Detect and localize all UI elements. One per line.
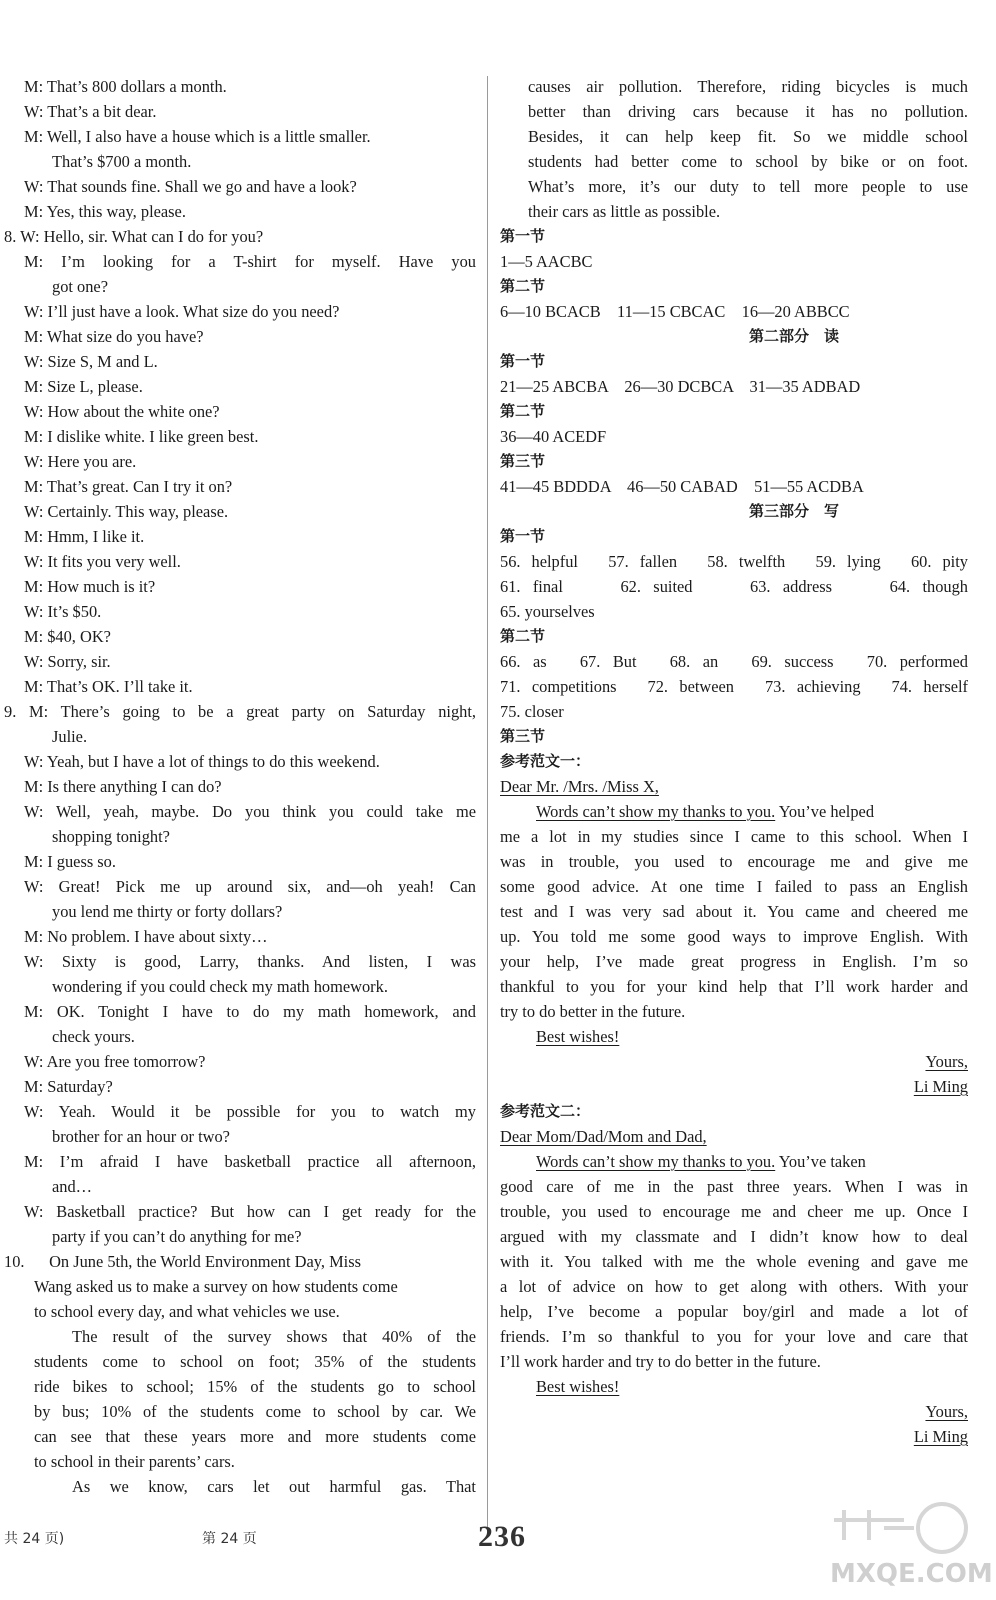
text-line: W: I’ll just have a look. What size do you need? [24, 302, 340, 321]
text-line: brother for an hour or two? [52, 1127, 230, 1146]
signoff-text: Yours, [925, 1052, 968, 1071]
column-divider [487, 76, 488, 1536]
watermark-text: MXQE.COM [830, 1559, 993, 1589]
text-line: and… [52, 1177, 93, 1196]
text-line: That’s $700 a month. [52, 152, 192, 171]
text-line: W: Size S, M and L. [24, 352, 158, 371]
text-line: Besides, it can help keep fit. So we middle school [528, 127, 968, 146]
answer-line: 21—25 ABCBA 26—30 DCBCA 31—35 ADBAD [500, 377, 861, 396]
text-line: help, I’ve become a popular boy/girl and made a lot of [500, 1302, 968, 1321]
section-heading: 第二节 [500, 627, 546, 645]
text-line: M: How much is it? [24, 577, 156, 596]
signoff-text: Yours, [925, 1402, 968, 1421]
answer-line: 66. as 67. But 68. an 69. success 70. performed [500, 652, 968, 671]
part-heading: 第三部分 写 [748, 502, 839, 520]
text-line: M: I guess so. [24, 852, 116, 871]
text-line: M: $40, OK? [24, 627, 111, 646]
text-line: trouble, you used to encourage me and cheer me up. Once I [500, 1202, 968, 1221]
text-line: W: Well, yeah, maybe. Do you think you could take me [24, 802, 476, 821]
underlined-sentence: Words can’t show my thanks to you. [536, 1152, 776, 1171]
text-line: As we know, cars let out harmful gas. That [72, 1477, 476, 1496]
sample-heading-2: 参考范文二： [500, 1102, 591, 1120]
text-line: M: That’s great. Can I try it on? [24, 477, 233, 496]
signature [500, 1074, 968, 1099]
text-line: What’s more, it’s our duty to tell more people to use [528, 177, 968, 196]
text-line: try to do better in the future. [500, 1002, 686, 1021]
text-line: W: Certainly. This way, please. [24, 502, 229, 521]
section-heading: 第一节 [500, 227, 546, 245]
text-line: was in trouble, you used to encourage me and give me [500, 852, 968, 871]
signature-text: Li Ming [913, 1077, 968, 1096]
closing [500, 1374, 968, 1399]
answer-line: 65. yourselves [500, 602, 595, 621]
closing-text: Best wishes! [536, 1027, 620, 1046]
answer-line: 1—5 AACBC [500, 252, 593, 271]
text-line: M: What size do you have? [24, 327, 204, 346]
text-line: ride bikes to school; 15% of the students go to school [34, 1377, 476, 1396]
sentence-continuation: You’ve helped [775, 802, 875, 821]
text-line: W: Yeah. Would it be possible for you to watch my [24, 1102, 476, 1121]
text-line: W: Sorry, sir. [24, 652, 111, 671]
section-heading: 第二节 [500, 277, 546, 295]
answer-line: 36—40 ACEDF [500, 427, 607, 446]
answer-line: 56. helpful 57. fallen 58. twelfth 59. lying 60. pity [500, 552, 968, 571]
text-line: to school in their parents’ cars. [34, 1452, 235, 1471]
salutation-text: Dear Mom/Dad/Mom and Dad, [500, 1127, 707, 1146]
text-line: up. You told me some good ways to improve English. With [500, 927, 968, 946]
text-line: argued with my classmate and I didn’t know how to deal [500, 1227, 968, 1246]
text-line: good care of me in the past three years. When I was in [500, 1177, 968, 1196]
text-line: thankful to you for your kind help that I’ll work harder and [500, 977, 968, 996]
text-line [500, 799, 968, 824]
section-heading: 第一节 [500, 352, 546, 370]
sample-heading-1: 参考范文一： [500, 752, 591, 770]
text-line: W: Are you free tomorrow? [24, 1052, 206, 1071]
left-column [4, 74, 476, 1499]
signature-text: Li Ming [913, 1427, 968, 1446]
text-line: by bus; 10% of the students come to school by car. We [34, 1402, 476, 1421]
text-line: W: That sounds fine. Shall we go and have a look? [24, 177, 357, 196]
salutation [500, 774, 968, 799]
text-line: The result of the survey shows that 40% of the [72, 1327, 476, 1346]
text-line: W: Great! Pick me up around six, and—oh yeah! Can [24, 877, 476, 896]
text-line: M: No problem. I have about sixty… [24, 927, 268, 946]
text-line: students come to school on foot; 35% of the students [34, 1352, 476, 1371]
text-line: friends. I’m so thankful to you for your love and care that [500, 1327, 968, 1346]
text-line: M: Hmm, I like it. [24, 527, 145, 546]
text-line [500, 1149, 968, 1174]
passage-number-10: 10. On June 5th, the World Environment Day, Miss [4, 1252, 361, 1271]
text-line: you lend me thirty or forty dollars? [52, 902, 283, 921]
text-line: M: Well, I also have a house which is a little smaller. [24, 127, 371, 146]
text-line: your help, I’ve made great progress in English. I’m so [500, 952, 968, 971]
text-line: M: Yes, this way, please. [24, 202, 186, 221]
answer-line: 6—10 BCACB 11—15 CBCAC 16—20 ABBCC [500, 302, 850, 321]
answer-line: 41—45 BDDDA 46—50 CABAD 51—55 ACDBA [500, 477, 864, 496]
text-line: me a lot in my studies since I came to this school. When I [500, 827, 968, 846]
text-line: W: It’s $50. [24, 602, 102, 621]
text-line: W: Sixty is good, Larry, thanks. And listen, I was [24, 952, 476, 971]
text-line: to school every day, and what vehicles we use. [34, 1302, 340, 1321]
text-line: students had better come to school by bike or on foot. [528, 152, 968, 171]
page-number: 236 [478, 1520, 526, 1553]
footer-page-label: 第 24 页 [202, 1531, 257, 1547]
text-line: W: How about the white one? [24, 402, 220, 421]
text-line: M: That’s OK. I’ll take it. [24, 677, 193, 696]
text-line: M: OK. Tonight I have to do my math homework, and [24, 1002, 476, 1021]
text-line: test and I was very sad about it. You came and cheered me [500, 902, 968, 921]
text-line: W: That’s a bit dear. [24, 102, 157, 121]
sentence-continuation: You’ve taken [775, 1152, 866, 1171]
text-line: M: Saturday? [24, 1077, 113, 1096]
closing [500, 1024, 968, 1049]
text-line: check yours. [52, 1027, 135, 1046]
section-heading: 第三节 [500, 452, 546, 470]
text-line: party if you can’t do anything for me? [52, 1227, 302, 1246]
text-line: M: I dislike white. I like green best. [24, 427, 259, 446]
text-line: with it. You talked with me the whole evening and gave me [500, 1252, 968, 1271]
section-heading: 第二节 [500, 402, 546, 420]
signoff [500, 1049, 968, 1074]
watermark-logo [824, 1498, 993, 1594]
text-line: W: Yeah, but I have a lot of things to do this weekend. [24, 752, 380, 771]
right-column [500, 74, 968, 1449]
text-line: M: I’m afraid I have basketball practice all afternoon, [24, 1152, 476, 1171]
signature [500, 1424, 968, 1449]
underlined-sentence: Words can’t show my thanks to you. [536, 802, 776, 821]
answer-line: 75. closer [500, 702, 564, 721]
section-heading: 第一节 [500, 527, 546, 545]
dialogue-number-9: 9. M: There’s going to be a great party on Saturday night, [4, 702, 476, 721]
signoff [500, 1399, 968, 1424]
part-heading: 第二部分 读 [748, 327, 839, 345]
text-line: some good advice. At one time I failed to pass an English [500, 877, 968, 896]
text-line: can see that these years more and more students come [34, 1427, 476, 1446]
answer-line: 61. final 62. suited 63. address 64. though [500, 577, 968, 596]
text-line: causes air pollution. Therefore, riding bicycles is much [528, 77, 968, 96]
section-heading: 第三节 [500, 727, 546, 745]
text-line: W: Here you are. [24, 452, 137, 471]
text-line: a lot of advice on how to get along with others. With your [500, 1277, 968, 1296]
text-line: M: Size L, please. [24, 377, 143, 396]
closing-text: Best wishes! [536, 1377, 620, 1396]
answer-line: 71. competitions 72. between 73. achieving 74. herself [500, 677, 968, 696]
text-line: shopping tonight? [52, 827, 170, 846]
text-line: better than driving cars because it has no pollution. [528, 102, 968, 121]
text-line: M: That’s 800 dollars a month. [24, 77, 227, 96]
text-line: I’ll work harder and try to do better in the future. [500, 1352, 821, 1371]
text-line: Wang asked us to make a survey on how students come [34, 1277, 398, 1296]
salutation-text: Dear Mr. /Mrs. /Miss X, [500, 777, 659, 796]
text-line: their cars as little as possible. [528, 202, 721, 221]
dialogue-number-8: 8. W: Hello, sir. What can I do for you? [4, 227, 264, 246]
text-line: Julie. [52, 727, 88, 746]
text-line: M: I’m looking for a T-shirt for myself. Have you [24, 252, 476, 271]
text-line: M: Is there anything I can do? [24, 777, 222, 796]
text-line: wondering if you could check my math homework. [52, 977, 388, 996]
text-line: W: Basketball practice? But how can I get ready for the [24, 1202, 476, 1221]
text-line: W: It fits you very well. [24, 552, 181, 571]
text-line: got one? [52, 277, 108, 296]
salutation [500, 1124, 968, 1149]
footer-total-pages: 共 24 页) [4, 1531, 65, 1547]
